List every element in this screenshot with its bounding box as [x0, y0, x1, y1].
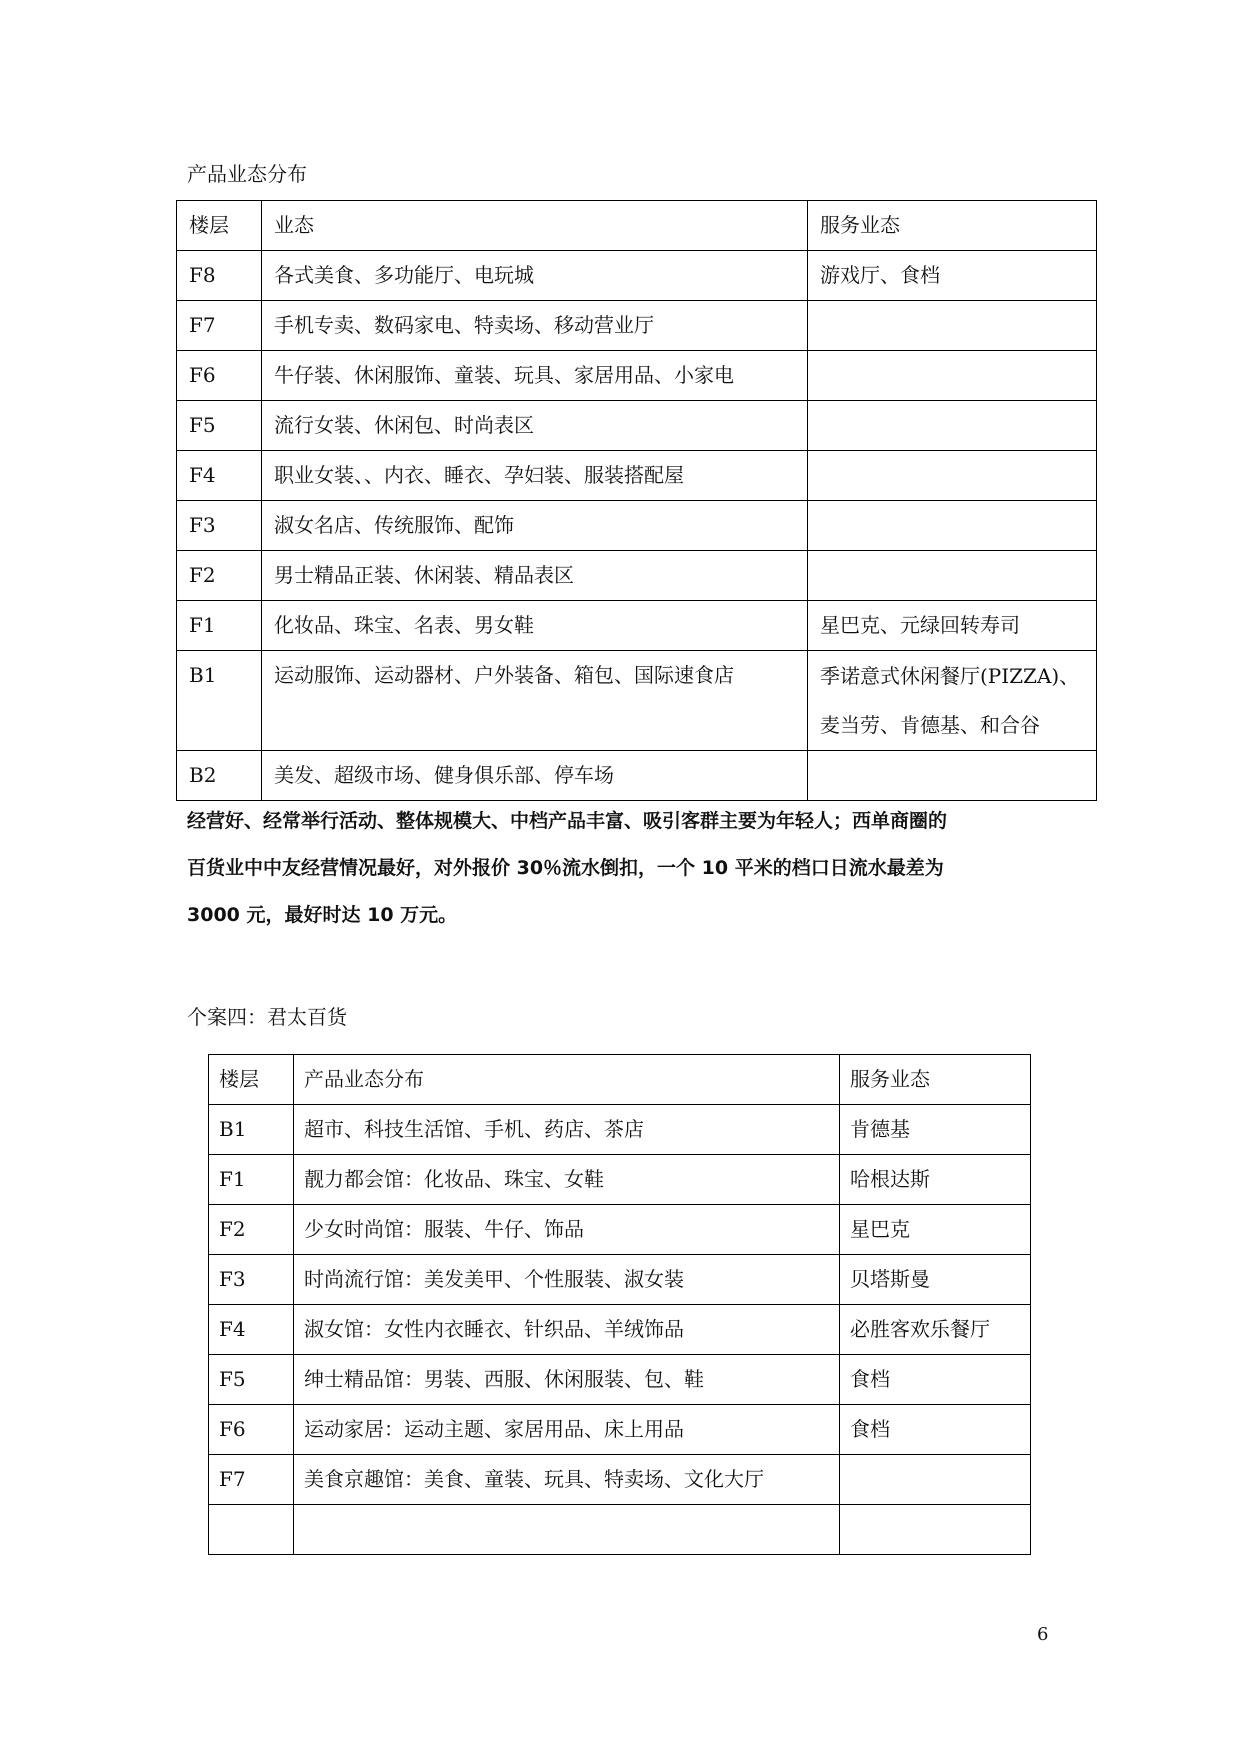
table-cell: 时尚流行馆：美发美甲、个性服装、淑女装 — [294, 1255, 840, 1305]
floor-format-table — [176, 200, 1097, 801]
table-cell: 季诺意式休闲餐厅(PIZZA)、麦当劳、肯德基、和合谷 — [808, 651, 1097, 751]
table-row — [209, 1305, 1031, 1355]
header-cell: 产品业态分布 — [294, 1055, 840, 1105]
table-cell: 各式美食、多功能厅、电玩城 — [262, 251, 808, 301]
table-cell: F3 — [177, 501, 262, 551]
table-cell: 食档 — [840, 1355, 1031, 1405]
table-cell: F6 — [177, 351, 262, 401]
table-row — [177, 451, 1097, 501]
summary-paragraph — [187, 798, 1087, 939]
paragraph-line: 经营好、经常举行活动、整体规模大、中档产品丰富、吸引客群主要为年轻人；西单商圈的 — [187, 810, 948, 832]
table-row — [177, 251, 1097, 301]
table-cell: F4 — [209, 1305, 294, 1355]
table-cell — [808, 301, 1097, 351]
table-row — [177, 501, 1097, 551]
table-header-row — [177, 201, 1097, 251]
table-cell: B1 — [177, 651, 262, 751]
table-row — [177, 301, 1097, 351]
table-row — [177, 551, 1097, 601]
table-cell: F1 — [177, 601, 262, 651]
table-cell: F7 — [177, 301, 262, 351]
table-cell: 肯德基 — [840, 1105, 1031, 1155]
table-cell: B2 — [177, 751, 262, 801]
table-cell — [808, 751, 1097, 801]
table-cell: F2 — [177, 551, 262, 601]
table-cell — [808, 351, 1097, 401]
table-cell: 美发、超级市场、健身俱乐部、停车场 — [262, 751, 808, 801]
table-cell — [840, 1455, 1031, 1505]
table-cell: F5 — [209, 1355, 294, 1405]
table-cell: 贝塔斯曼 — [840, 1255, 1031, 1305]
table-cell: 绅士精品馆：男装、西服、休闲服装、包、鞋 — [294, 1355, 840, 1405]
table-row — [209, 1405, 1031, 1455]
table-row — [177, 351, 1097, 401]
table-row — [209, 1105, 1031, 1155]
table-row — [177, 401, 1097, 451]
table-row — [209, 1205, 1031, 1255]
page-number: 6 — [1037, 1624, 1049, 1645]
table-cell: 美食京趣馆：美食、童装、玩具、特卖场、文化大厅 — [294, 1455, 840, 1505]
table-cell: 流行女装、休闲包、时尚表区 — [262, 401, 808, 451]
table-cell: 哈根达斯 — [840, 1155, 1031, 1205]
table-cell: F3 — [209, 1255, 294, 1305]
header-cell: 楼层 — [209, 1055, 294, 1105]
table-cell: 化妆品、珠宝、名表、男女鞋 — [262, 601, 808, 651]
table1-caption: 产品业态分布 — [187, 162, 307, 186]
table-cell — [294, 1505, 840, 1555]
paragraph-line: 3000 元，最好时达 10 万元。 — [187, 904, 458, 926]
table-cell: 淑女馆：女性内衣睡衣、针织品、羊绒饰品 — [294, 1305, 840, 1355]
table-row — [209, 1455, 1031, 1505]
header-cell: 服务业态 — [808, 201, 1097, 251]
table-cell: F7 — [209, 1455, 294, 1505]
table-row — [177, 651, 1097, 751]
table-cell: F8 — [177, 251, 262, 301]
table-cell: 必胜客欢乐餐厅 — [840, 1305, 1031, 1355]
table-cell: F5 — [177, 401, 262, 451]
table-cell: 职业女装、、内衣、睡衣、孕妇装、服装搭配屋 — [262, 451, 808, 501]
table-row — [209, 1255, 1031, 1305]
table-header-row — [209, 1055, 1031, 1105]
table-cell: 超市、科技生活馆、手机、药店、茶店 — [294, 1105, 840, 1155]
header-cell: 服务业态 — [840, 1055, 1031, 1105]
table2-caption: 个案四：君太百货 — [187, 1005, 347, 1029]
table-cell — [840, 1505, 1031, 1555]
header-cell: 楼层 — [177, 201, 262, 251]
table-cell — [808, 401, 1097, 451]
table-cell: 牛仔装、休闲服饰、童装、玩具、家居用品、小家电 — [262, 351, 808, 401]
table-row — [177, 601, 1097, 651]
table-cell — [808, 451, 1097, 501]
header-cell: 业态 — [262, 201, 808, 251]
juntai-floor-table — [208, 1054, 1031, 1555]
table-cell: 淑女名店、传统服饰、配饰 — [262, 501, 808, 551]
table-cell — [808, 551, 1097, 601]
table-cell: 靓力都会馆：化妆品、珠宝、女鞋 — [294, 1155, 840, 1205]
table-cell: 食档 — [840, 1405, 1031, 1455]
table-cell: 手机专卖、数码家电、特卖场、移动营业厅 — [262, 301, 808, 351]
table-cell: F2 — [209, 1205, 294, 1255]
table-cell: F4 — [177, 451, 262, 501]
paragraph-line: 百货业中中友经营情况最好，对外报价 30％流水倒扣，一个 10 平米的档口日流水最差为 — [187, 857, 944, 879]
table-row — [209, 1355, 1031, 1405]
table-row — [209, 1505, 1031, 1555]
table-cell: 游戏厅、食档 — [808, 251, 1097, 301]
table-cell: 运动家居：运动主题、家居用品、床上用品 — [294, 1405, 840, 1455]
table-cell: F6 — [209, 1405, 294, 1455]
table-cell: B1 — [209, 1105, 294, 1155]
table-cell — [808, 501, 1097, 551]
table-cell: 星巴克、元绿回转寿司 — [808, 601, 1097, 651]
table-cell: F1 — [209, 1155, 294, 1205]
table-cell: 少女时尚馆：服装、牛仔、饰品 — [294, 1205, 840, 1255]
table-cell: 运动服饰、运动器材、户外装备、箱包、国际速食店 — [262, 651, 808, 751]
table-cell: 星巴克 — [840, 1205, 1031, 1255]
table-cell: 男士精品正装、休闲装、精品表区 — [262, 551, 808, 601]
table-row — [177, 751, 1097, 801]
table-cell — [209, 1505, 294, 1555]
table-row — [209, 1155, 1031, 1205]
